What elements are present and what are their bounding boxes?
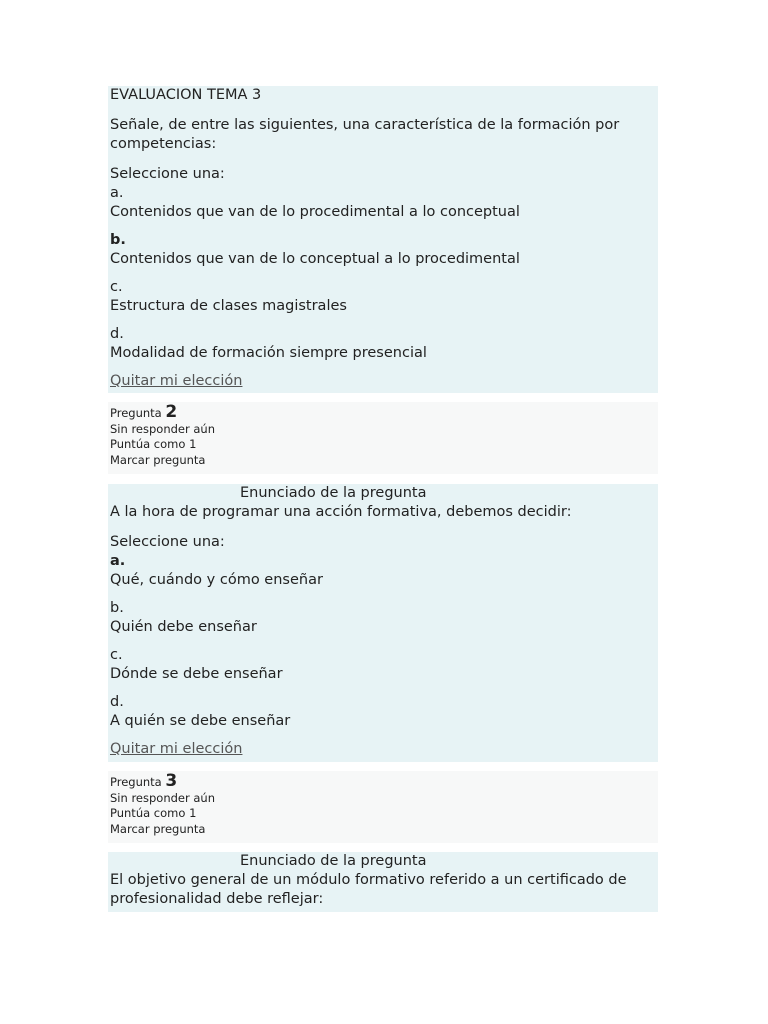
flag-question-link[interactable]: Marcar pregunta (110, 452, 206, 467)
question-1-block (108, 86, 658, 393)
flag-question-link[interactable]: Marcar pregunta (110, 821, 206, 836)
question-3-block (108, 852, 658, 912)
option-letter: d. (110, 326, 124, 342)
question-3-text-line-2: profesionalidad debe reflejar: (110, 891, 324, 907)
option-letter: b. (110, 232, 126, 248)
option-text: Contenidos que van de lo procedimental a lo conceptual (110, 204, 520, 220)
option-b[interactable] (108, 599, 658, 637)
question-score: Puntúa como 1 (110, 437, 197, 451)
select-one-label: Seleccione una: (110, 166, 225, 182)
option-text: Estructura de clases magistrales (110, 298, 347, 314)
option-c[interactable] (108, 646, 658, 684)
question-label: Pregunta (110, 775, 162, 789)
question-number (108, 402, 658, 422)
question-label: Pregunta (110, 406, 162, 420)
option-letter: a. (110, 553, 126, 569)
question-status: Sin responder aún (110, 790, 215, 805)
option-letter: b. (110, 600, 124, 616)
option-b[interactable] (108, 231, 658, 269)
question-statement-heading: Enunciado de la pregunta (240, 853, 427, 869)
option-d[interactable] (108, 693, 658, 731)
option-text: Dónde se debe enseñar (110, 666, 283, 682)
question-1-text: Señale, de entre las siguientes, una característica de la formación por competencias: (110, 117, 620, 152)
question-number-value: 2 (165, 402, 178, 422)
option-letter: c. (110, 279, 123, 295)
question-number-value: 3 (165, 771, 178, 791)
question-score: Puntúa como 1 (110, 806, 197, 820)
option-text: Modalidad de formación siempre presencial (110, 345, 427, 361)
select-one-label: Seleccione una: (110, 534, 225, 550)
option-letter: a. (110, 185, 124, 201)
question-status: Sin responder aún (110, 421, 215, 436)
option-c[interactable] (108, 278, 658, 316)
question-2-info (108, 402, 658, 474)
question-statement-heading: Enunciado de la pregunta (240, 485, 427, 501)
option-letter: c. (110, 647, 123, 663)
question-3-text-line-1: El objetivo general de un módulo formativo referido a un certificado de (110, 872, 627, 888)
question-2-text: A la hora de programar una acción formativa, debemos decidir: (110, 504, 572, 520)
option-text: Qué, cuándo y cómo enseñar (110, 572, 323, 588)
option-d[interactable] (108, 325, 658, 363)
clear-choice-link[interactable]: Quitar mi elección (110, 741, 243, 757)
exam-title: EVALUACION TEMA 3 (110, 87, 262, 103)
option-letter: d. (110, 694, 124, 710)
question-number (108, 771, 658, 791)
option-a[interactable] (108, 184, 658, 222)
option-text: Contenidos que van de lo conceptual a lo procedimental (110, 251, 520, 267)
option-text: Quién debe enseñar (110, 619, 257, 635)
option-text: A quién se debe enseñar (110, 713, 291, 729)
question-3-info (108, 771, 658, 843)
option-a[interactable] (108, 552, 658, 590)
question-2-block (108, 484, 658, 762)
clear-choice-link[interactable]: Quitar mi elección (110, 373, 243, 389)
